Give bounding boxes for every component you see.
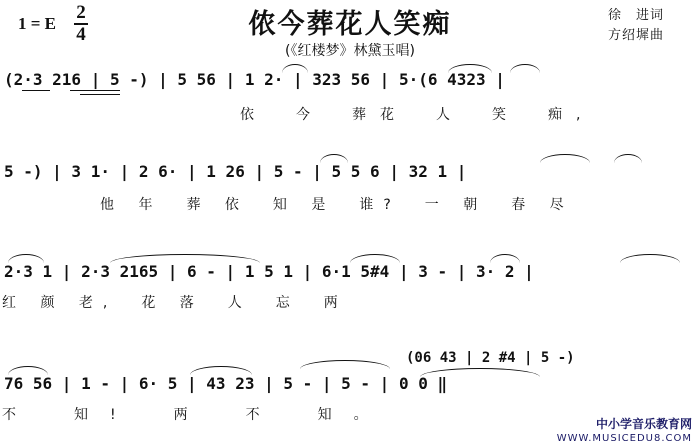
score-row-2-notes: 5 -) | 3 1· | 2 6· | 1 26 | 5 - | 5 5 6 | 32 1 | bbox=[4, 162, 467, 181]
underline bbox=[80, 94, 120, 95]
site-watermark-url: WWW.MUSICEDU8.COM bbox=[556, 433, 692, 444]
slur bbox=[190, 366, 252, 375]
slur bbox=[614, 154, 642, 163]
key-signature: 1 = E bbox=[18, 14, 57, 33]
underline bbox=[22, 90, 50, 91]
slur bbox=[448, 64, 492, 73]
score-row-4-lyrics: 不 知! 两 不 知。 bbox=[2, 407, 390, 423]
slur bbox=[420, 368, 540, 377]
slur bbox=[282, 64, 308, 73]
site-watermark: 中小学音乐教育网 bbox=[595, 417, 692, 431]
slur bbox=[540, 154, 590, 163]
slur bbox=[320, 154, 348, 163]
slur bbox=[620, 254, 680, 263]
slur bbox=[300, 360, 390, 369]
slur bbox=[510, 64, 540, 73]
slur bbox=[350, 254, 400, 263]
composer-credit: 方绍墀曲 bbox=[607, 28, 664, 43]
score-row-4-upper-voice: (06 43 | 2 #4 | 5 -) bbox=[406, 350, 575, 366]
slur bbox=[8, 366, 48, 375]
score-row-1-lyrics: 依 今 葬花 人 笑 痴, bbox=[240, 107, 595, 123]
slur bbox=[110, 254, 260, 263]
score-row-2-lyrics: 他 年 葬 依 知 是 谁? 一 朝 春 尽 bbox=[100, 197, 574, 213]
time-signature-top: 2 bbox=[76, 2, 86, 23]
score-row-1-notes: (2·3 216 | 5 -) | 5 56 | 1 2· | 323 56 | 5·(6 4323 | bbox=[4, 70, 505, 89]
time-signature-bottom: 4 bbox=[76, 24, 86, 45]
slur bbox=[490, 254, 520, 263]
score-row-3-lyrics: 红 颜 老, 花 落 人 忘 两 bbox=[2, 295, 348, 311]
lyricist-credit: 徐 进词 bbox=[607, 8, 664, 23]
slur bbox=[8, 254, 44, 263]
underline bbox=[70, 90, 120, 91]
song-subtitle: (《红楼梦》林黛玉唱) bbox=[285, 43, 415, 59]
song-title: 侬今葬花人笑痴 bbox=[248, 9, 452, 40]
score-row-3-notes: 2·3 1 | 2·3 2165 | 6 - | 1 5 1 | 6·1 5#4 | 3 - | 3· 2 | bbox=[4, 262, 534, 281]
score-row-4-notes: 76 56 | 1 - | 6· 5 | 43 23 | 5 - | 5 - | 0 0 ‖ bbox=[4, 374, 448, 393]
